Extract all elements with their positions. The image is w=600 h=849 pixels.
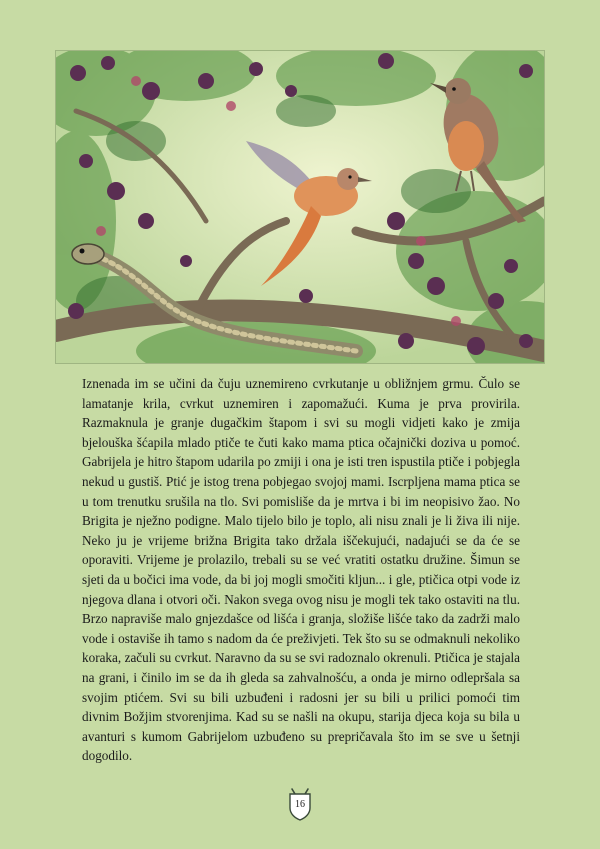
birds-branch-watercolor	[56, 51, 544, 363]
page-number: 16	[295, 799, 305, 810]
story-illustration	[55, 50, 545, 364]
page-number-badge	[286, 786, 314, 822]
story-paragraph: Iznenada im se učini da čuju uznemireno cvrkutanje u obližnjem grmu. Čulo se lamatanje krila, cvrkut uznemiren i zapomažući. Kuma je prva provirila. Razmaknula je granje dugačkim štapom i svi su mogli vidjeti kako je zmija bjelouška šćapila mlado ptiče te čuti kako mama ptica očajnički doziva u pomoć. Gabrijela je hitro štapom udarila po zmiji i ona je isti tren ispustila ptiče i pobjegla nekud u gustiš. Ptić je istog trena pobjegao svojoj mami. Iscrpljena mama ptica se u tom trenutku srušila na tlo. Svi pomisliše da je mrtva i bi im neopisivo žao. No Brigita je nježno podigne. Malo tijelo bilo je toplo, ali nisu znali je li živa ili nije. Neko ju je vrijeme brižna Brigita tako držala iščekujući, nadajući se da će se oporaviti. Vrijeme je prolazilo, trebali su se već vratiti ostatku družine. Šimun se sjeti da u bočici ima vode, da bi joj mogli smočiti kljun... i gle, ptičica otpi vode iz njegova dlana i otvori oči. Nakon svega ovog nisu je mogli tek tako ostaviti na tlu. Brzo napraviše malo gnjezdašce od lišća i granja, složiše lišće tako da zadrži malo vode i ostaviše ih tamo s nadom da će preživjeti. Tek što su se odmaknuli nekoliko koraka, začuli su cvrkut. Naravno da su se svi radoznalo okrenuli. Ptičica je stajala na grani, i činilo im se da ih gleda sa zahvalnošću, a onda je mirno odlepršala sa svojim ptićem. Svi su bili uzbuđeni i radosni jer su bili u prilici pomoći tim divnim Božjim stvorenjima. Kad su se našli na okupu, starija djeca koja su bila u avanturi s kumom Gabrijelom uzbuđeno su prepričavala što im se sve u šetnji dogodilo.	[82, 376, 520, 764]
